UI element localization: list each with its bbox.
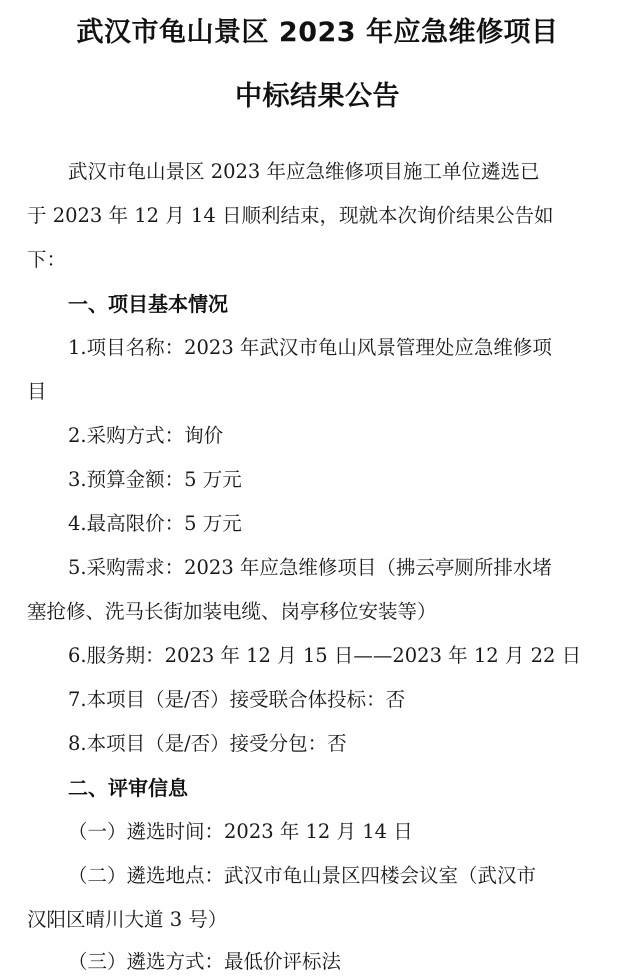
procurement-requirement-line-2: 塞抢修、洗马长街加装电缆、岗亭移位安装等）: [27, 600, 437, 623]
intro-paragraph-line-1: 武汉市龟山景区 2023 年应急维修项目施工单位遴选已: [68, 160, 540, 183]
procurement-method: 2.采购方式：询价: [68, 424, 224, 447]
section-heading-project-info: 一、项目基本情况: [68, 292, 228, 316]
max-price-limit: 4.最高限价：5 万元: [68, 512, 242, 535]
selection-location-line-2: 汉阳区晴川大道 3 号）: [27, 908, 228, 931]
subcontracting: 8.本项目（是/否）接受分包：否: [68, 732, 347, 755]
procurement-requirement-line-1: 5.采购需求：2023 年应急维修项目（拂云亭厕所排水堵: [68, 556, 552, 579]
selection-method: （三）遴选方式：最低价评标法: [68, 950, 342, 973]
selection-location-line-1: （二）遴选地点：武汉市龟山景区四楼会议室（武汉市: [68, 864, 537, 887]
document-title-line-2: 中标结果公告: [235, 81, 400, 112]
project-name-line-1: 1.项目名称：2023 年武汉市龟山风景管理处应急维修项: [68, 336, 552, 359]
project-name-line-2: 目: [27, 380, 47, 403]
intro-paragraph-line-2: 于 2023 年 12 月 14 日顺利结束，现就本次询价结果公告如: [27, 204, 554, 227]
document-title-line-1: 武汉市龟山景区 2023 年应急维修项目: [76, 17, 559, 48]
service-period: 6.服务期：2023 年 12 月 15 日——2023 年 12 月 22 日: [68, 644, 582, 667]
section-heading-review-info: 二、评审信息: [68, 776, 188, 800]
consortium-bidding: 7.本项目（是/否）接受联合体投标：否: [68, 688, 406, 711]
selection-time: （一）遴选时间：2023 年 12 月 14 日: [68, 820, 413, 843]
intro-paragraph-line-3: 下：: [27, 248, 67, 271]
budget-amount: 3.预算金额：5 万元: [68, 468, 242, 491]
